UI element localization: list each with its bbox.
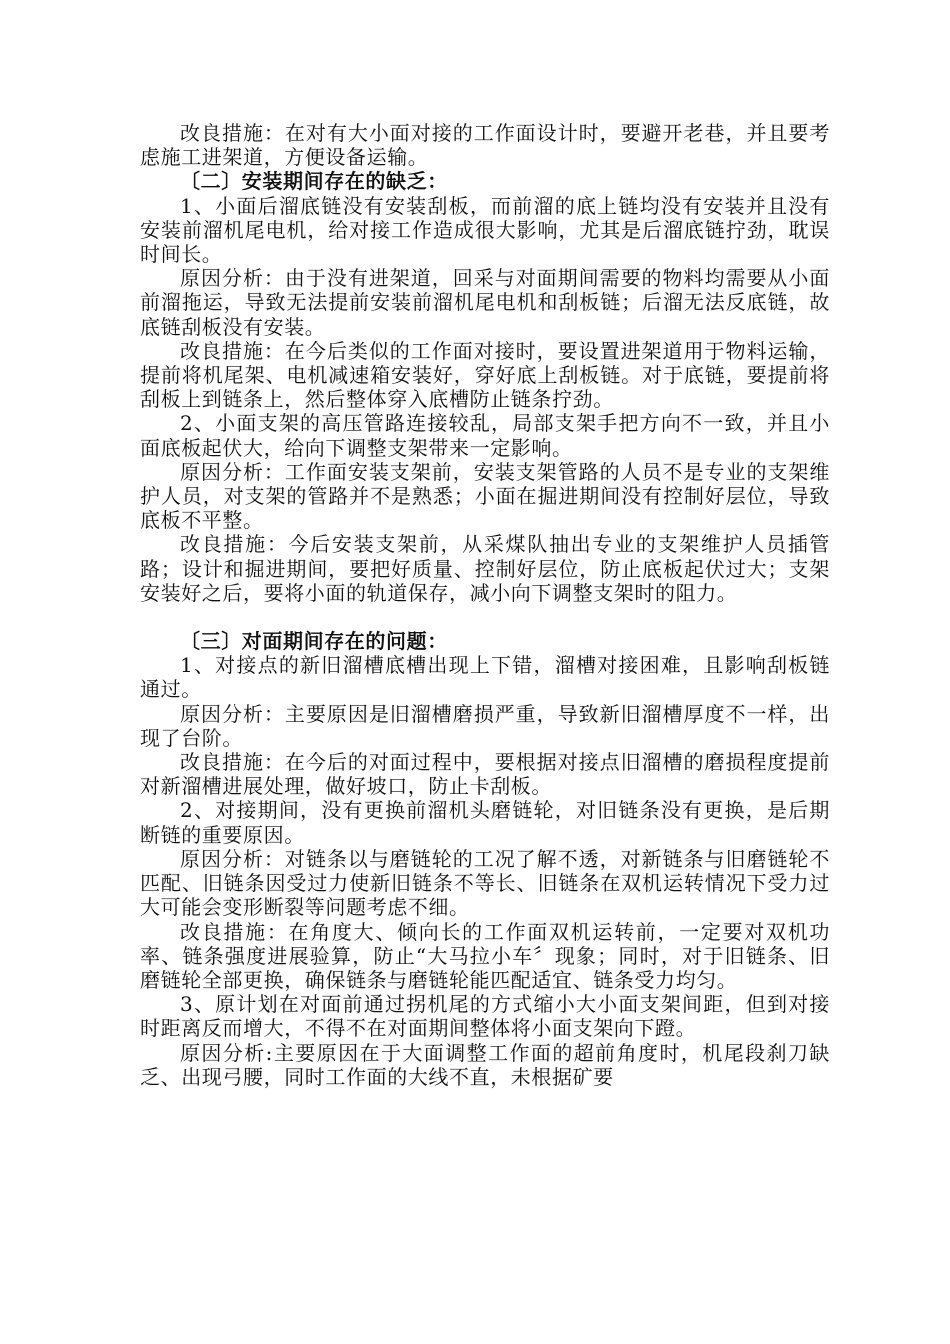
paragraph-improvement-3-2: 改良措施：在角度大、倾向长的工作面双机运转前，一定要对双机功率、链条强度进展验算，防止“大马拉小车〞现象；同时，对于旧链条、旧磨链轮全部更换，确保链条与磨链轮能匹配适宜、链条受力均匀。 xyxy=(140,919,830,992)
paragraph-issue-3-3: 3、原计划在对面前通过拐机尾的方式缩小大小面支架间距，但到对接时距离反而增大，不得不在对面期间整体将小面支架向下蹬。 xyxy=(140,992,830,1041)
paragraph-cause-3-3: 原因分析:主要原因在于大面调整工作面的超前角度时，机尾段刹刀缺乏、出现弓腰，同时工作面的大线不直，未根据矿要 xyxy=(140,1040,830,1089)
paragraph-issue-2-1: 1、小面后溜底链没有安装刮板，而前溜的底上链均没有安装并且没有安装前溜机尾电机，给对接工作造成很大影响，尤其是后溜底链拧劲，耽误时间长。 xyxy=(140,193,830,267)
section-heading-2: 〔二〕安装期间存在的缺乏： xyxy=(180,169,448,194)
paragraph-issue-3-1: 1、对接点的新旧溜槽底槽出现上下错，溜槽对接困难，且影响刮板链通过。 xyxy=(140,653,830,702)
paragraph-improvement-2-1: 改良措施：在今后类似的工作面对接时，要设置进架道用于物料运输，提前将机尾架、电机减速箱安装好，穿好底上刮板链。对于底链，要提前将刮板上到链条上，然后整体穿入底槽防止链条拧劲。 xyxy=(140,338,830,412)
paragraph-issue-3-2: 2、对接期间，没有更换前溜机头磨链轮，对旧链条没有更换，是后期断链的重要原因。 xyxy=(140,798,830,847)
paragraph-cause-3-2: 原因分析：对链条以与磨链轮的工况了解不透，对新链条与旧磨链轮不匹配、旧链条因受过力使新旧链条不等长、旧链条在双机运转情况下受力过大可能会变形断裂等问题考虑不细。 xyxy=(140,846,830,920)
paragraph-improvement-2-2: 改良措施：今后安装支架前，从采煤队抽出专业的支架维护人员插管路；设计和掘进期间，要把好质量、控制好层位，防止底板起伏过大；支架安装好之后，要将小面的轨道保存，减小向下调整支架时的阻力。 xyxy=(140,532,830,605)
paragraph-cause-3-1: 原因分析：主要原因是旧溜槽磨损严重，导致新旧溜槽厚度不一样，出现了台阶。 xyxy=(140,701,830,750)
document-body xyxy=(140,121,830,1089)
paragraph-improvement-1: 改良措施：在对有大小面对接的工作面设计时，要避开老巷，并且要考虑施工进架道，方便设备运输。 xyxy=(140,121,830,170)
section-heading-3: 〔三〕对面期间存在的问题： xyxy=(180,629,448,654)
paragraph-cause-2-1: 原因分析：由于没有进架道，回采与对面期间需要的物料均需要从小面前溜拖运，导致无法提前安装前溜机尾电机和刮板链；后溜无法反底链，故底链刮板没有安装。 xyxy=(140,266,830,339)
paragraph-cause-2-2: 原因分析：工作面安装支架前，安装支架管路的人员不是专业的支架维护人员，对支架的管路并不是熟悉；小面在掘进期间没有控制好层位，导致底板不平整。 xyxy=(140,459,830,533)
paragraph-improvement-3-1: 改良措施：在今后的对面过程中，要根据对接点旧溜槽的磨损程度提前对新溜槽进展处理，做好坡口，防止卡刮板。 xyxy=(140,750,830,799)
paragraph-issue-2-2: 2、小面支架的高压管路连接较乱，局部支架手把方向不一致，并且小面底板起伏大，给向下调整支架带来一定影响。 xyxy=(140,411,830,460)
